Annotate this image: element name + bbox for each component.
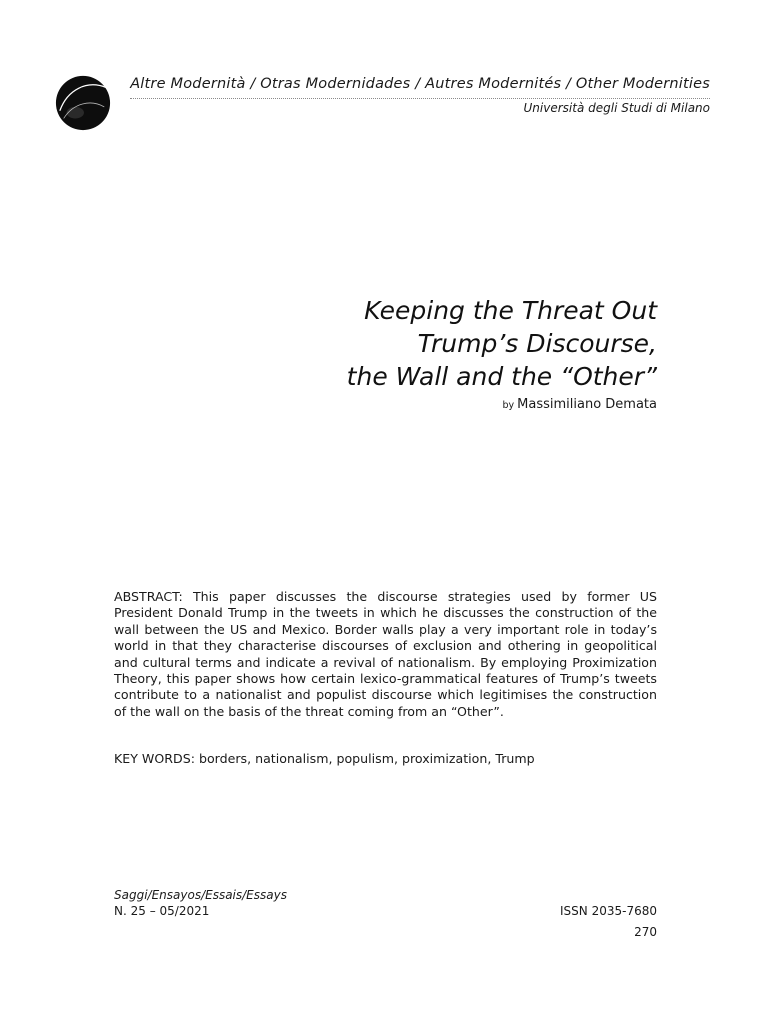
issue-number: N. 25 – 05/2021	[114, 904, 210, 918]
issn: ISSN 2035-7680	[560, 904, 657, 918]
title-line-3: the Wall and the “Other”	[346, 362, 657, 391]
title-line-1: Keeping the Threat Out	[364, 296, 657, 325]
journal-title: Altre Modernità / Otras Modernidades / Autres Modernités / Other Modernities	[130, 76, 710, 92]
byline-by: by	[502, 400, 515, 411]
author-name: Massimiliano Demata	[517, 397, 657, 412]
article-title	[347, 294, 657, 393]
university-name: Università degli Studi di Milano	[523, 101, 710, 115]
section-label: Saggi/Ensayos/Essais/Essays	[114, 888, 287, 902]
title-line-2: Trump’s Discourse,	[417, 329, 657, 358]
abstract: ABSTRACT: This paper discusses the discourse strategies used by former US President Donald Trump in the tweets in which he discusses the construction of the wall between the US and Mexico. Border walls play a very important role in today’s world in that they characterise discourses of exclusion and othering in geopolitical and cultural terms and indicate a revival of nationalism. By employing Proximization Theory, this paper shows how certain lexico-grammatical features of Trump’s tweets contribute to a nationalist and populist discourse which legitimises the construction of the wall on the basis of the threat coming from an “Other”.	[114, 589, 657, 719]
page-number: 270	[634, 925, 657, 939]
header-dotted-rule	[130, 98, 710, 99]
byline	[503, 397, 658, 412]
circle-orbit-logo-icon	[54, 74, 112, 132]
keywords: KEY WORDS: borders, nationalism, populism, proximization, Trump	[114, 751, 535, 766]
